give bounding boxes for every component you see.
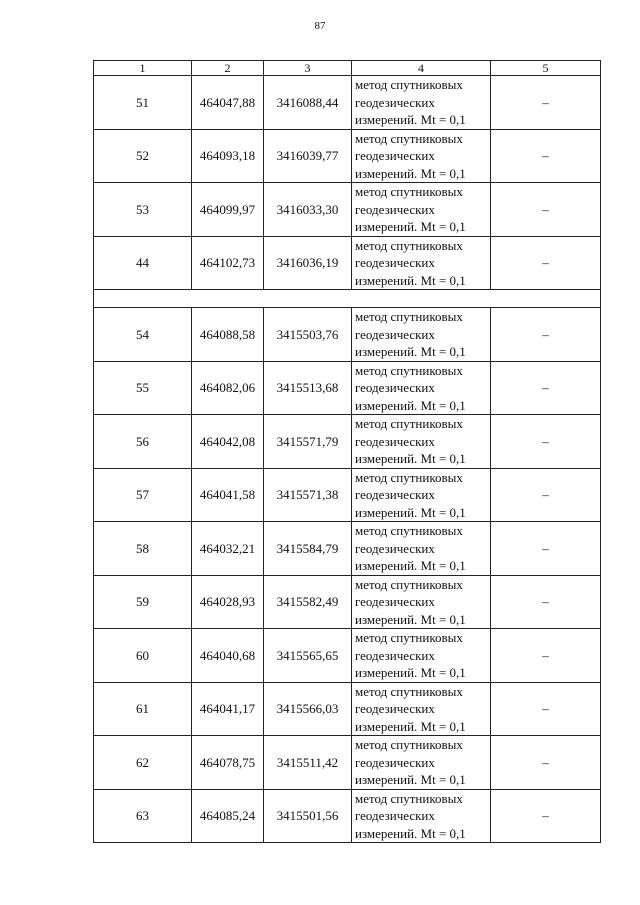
table-row xyxy=(94,308,601,362)
table-row xyxy=(94,522,601,576)
table-body xyxy=(94,76,601,843)
y-coordinate-cell: 3416039,77 xyxy=(264,129,352,183)
y-coordinate-cell: 3415566,03 xyxy=(264,682,352,736)
method-cell: метод спутниковых геодезических измерений. Mt = 0,1 xyxy=(352,236,491,290)
x-coordinate-cell: 464047,88 xyxy=(192,76,264,130)
note-cell: – xyxy=(491,522,601,576)
column-header-5: 5 xyxy=(491,61,601,76)
table-header-row xyxy=(94,61,601,76)
method-cell: метод спутниковых геодезических измерений. Mt = 0,1 xyxy=(352,736,491,790)
table-row xyxy=(94,415,601,469)
y-coordinate-cell: 3416036,19 xyxy=(264,236,352,290)
coordinates-table xyxy=(93,60,601,843)
y-coordinate-cell: 3415584,79 xyxy=(264,522,352,576)
y-coordinate-cell: 3415571,79 xyxy=(264,415,352,469)
x-coordinate-cell: 464078,75 xyxy=(192,736,264,790)
note-cell: – xyxy=(491,308,601,362)
method-cell: метод спутниковых геодезических измерений. Mt = 0,1 xyxy=(352,308,491,362)
method-cell: метод спутниковых геодезических измерений. Mt = 0,1 xyxy=(352,361,491,415)
point-number-cell: 58 xyxy=(94,522,192,576)
y-coordinate-cell: 3415582,49 xyxy=(264,575,352,629)
y-coordinate-cell: 3416033,30 xyxy=(264,183,352,237)
x-coordinate-cell: 464088,58 xyxy=(192,308,264,362)
column-header-4: 4 xyxy=(352,61,491,76)
note-cell: – xyxy=(491,76,601,130)
note-cell: – xyxy=(491,736,601,790)
point-number-cell: 54 xyxy=(94,308,192,362)
point-number-cell: 55 xyxy=(94,361,192,415)
separator-row xyxy=(94,290,601,308)
x-coordinate-cell: 464028,93 xyxy=(192,575,264,629)
note-cell: – xyxy=(491,575,601,629)
method-cell: метод спутниковых геодезических измерений. Mt = 0,1 xyxy=(352,575,491,629)
y-coordinate-cell: 3416088,44 xyxy=(264,76,352,130)
y-coordinate-cell: 3415503,76 xyxy=(264,308,352,362)
method-cell: метод спутниковых геодезических измерений. Mt = 0,1 xyxy=(352,468,491,522)
point-number-cell: 44 xyxy=(94,236,192,290)
note-cell: – xyxy=(491,789,601,843)
x-coordinate-cell: 464041,17 xyxy=(192,682,264,736)
table-row xyxy=(94,129,601,183)
method-cell: метод спутниковых геодезических измерений. Mt = 0,1 xyxy=(352,789,491,843)
method-cell: метод спутниковых геодезических измерений. Mt = 0,1 xyxy=(352,682,491,736)
note-cell: – xyxy=(491,415,601,469)
page-number: 87 xyxy=(314,20,326,32)
point-number-cell: 56 xyxy=(94,415,192,469)
table-row xyxy=(94,183,601,237)
point-number-cell: 60 xyxy=(94,629,192,683)
y-coordinate-cell: 3415513,68 xyxy=(264,361,352,415)
x-coordinate-cell: 464032,21 xyxy=(192,522,264,576)
x-coordinate-cell: 464082,06 xyxy=(192,361,264,415)
table-row xyxy=(94,736,601,790)
table-row xyxy=(94,629,601,683)
note-cell: – xyxy=(491,236,601,290)
point-number-cell: 51 xyxy=(94,76,192,130)
method-cell: метод спутниковых геодезических измерений. Mt = 0,1 xyxy=(352,522,491,576)
method-cell: метод спутниковых геодезических измерений. Mt = 0,1 xyxy=(352,183,491,237)
x-coordinate-cell: 464085,24 xyxy=(192,789,264,843)
table-row xyxy=(94,682,601,736)
point-number-cell: 62 xyxy=(94,736,192,790)
x-coordinate-cell: 464102,73 xyxy=(192,236,264,290)
method-cell: метод спутниковых геодезических измерений. Mt = 0,1 xyxy=(352,76,491,130)
note-cell: – xyxy=(491,629,601,683)
column-header-3: 3 xyxy=(264,61,352,76)
note-cell: – xyxy=(491,361,601,415)
method-cell: метод спутниковых геодезических измерений. Mt = 0,1 xyxy=(352,415,491,469)
point-number-cell: 57 xyxy=(94,468,192,522)
method-cell: метод спутниковых геодезических измерений. Mt = 0,1 xyxy=(352,129,491,183)
point-number-cell: 61 xyxy=(94,682,192,736)
x-coordinate-cell: 464042,08 xyxy=(192,415,264,469)
table-row xyxy=(94,575,601,629)
y-coordinate-cell: 3415511,42 xyxy=(264,736,352,790)
table-row xyxy=(94,468,601,522)
note-cell: – xyxy=(491,468,601,522)
note-cell: – xyxy=(491,183,601,237)
table-row xyxy=(94,76,601,130)
point-number-cell: 63 xyxy=(94,789,192,843)
y-coordinate-cell: 3415565,65 xyxy=(264,629,352,683)
x-coordinate-cell: 464040,68 xyxy=(192,629,264,683)
y-coordinate-cell: 3415571,38 xyxy=(264,468,352,522)
point-number-cell: 59 xyxy=(94,575,192,629)
note-cell: – xyxy=(491,129,601,183)
table-row xyxy=(94,236,601,290)
table-row xyxy=(94,789,601,843)
x-coordinate-cell: 464099,97 xyxy=(192,183,264,237)
x-coordinate-cell: 464093,18 xyxy=(192,129,264,183)
column-header-2: 2 xyxy=(192,61,264,76)
separator-cell xyxy=(94,290,601,308)
table-row xyxy=(94,361,601,415)
method-cell: метод спутниковых геодезических измерений. Mt = 0,1 xyxy=(352,629,491,683)
x-coordinate-cell: 464041,58 xyxy=(192,468,264,522)
note-cell: – xyxy=(491,682,601,736)
column-header-1: 1 xyxy=(94,61,192,76)
point-number-cell: 53 xyxy=(94,183,192,237)
y-coordinate-cell: 3415501,56 xyxy=(264,789,352,843)
point-number-cell: 52 xyxy=(94,129,192,183)
